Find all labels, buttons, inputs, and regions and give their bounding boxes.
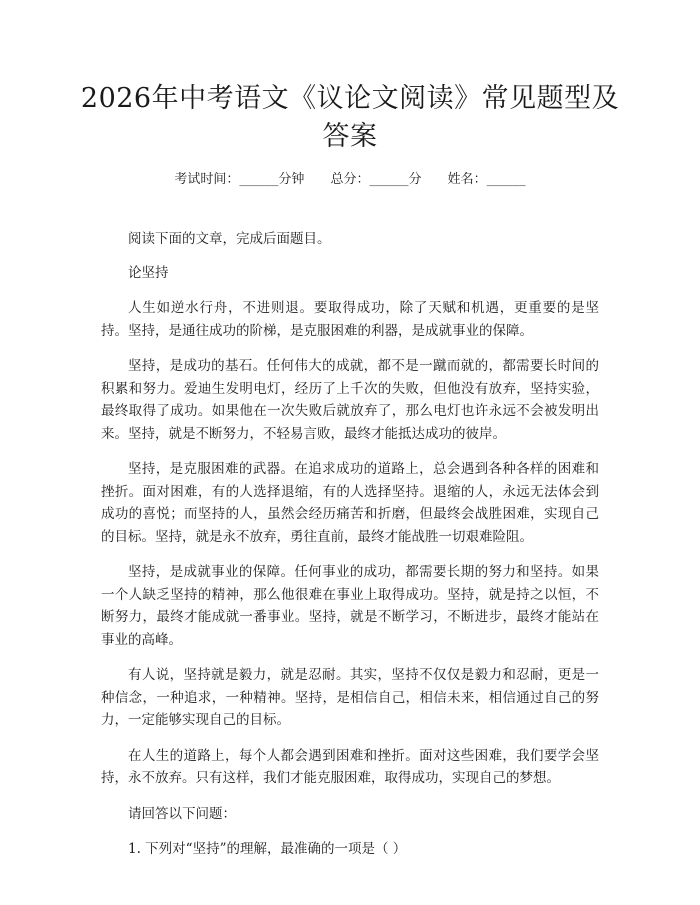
total-score-label: 总分：______分: [330, 172, 422, 187]
article-paragraph-3: 坚持，是克服困难的武器。在追求成功的道路上，总会遇到各种各样的困难和挫折。面对困难，有的人选择退缩，有的人选择坚持。退缩的人，永远无法体会到成功的喜悦；而坚持的人，虽然会经历痛苦和折磨，但最终会战胜困难，实现自己的目标。坚持，就是永不放弃，勇往直前，最终才能战胜一切艰难险阻。: [101, 461, 599, 545]
student-name-label: 姓名：______: [447, 172, 526, 187]
reading-instruction: 阅读下面的文章，完成后面题目。: [128, 231, 331, 247]
article-paragraph-6: 在人生的道路上，每个人都会遇到困难和挫折。面对这些困难，我们要学会坚持，永不放弃。只有这样，我们才能克服困难，取得成功，实现自己的梦想。: [101, 747, 599, 786]
article-paragraph-1: 人生如逆水行舟，不进则退。要取得成功，除了天赋和机遇，更重要的是坚持。坚持，是通往成功的阶梯，是克服困难的利器，是成就事业的保障。: [101, 300, 599, 339]
article-paragraph-4: 坚持，是成就事业的保障。任何事业的成功，都需要长期的努力和坚持。如果一个人缺乏坚持的精神，那么他很难在事业上取得成功。坚持，就是持之以恒，不断努力，最终才能成就一番事业。坚持，就是不断学习，不断进步，最终才能站在事业的高峰。: [101, 564, 599, 648]
article-title: 论坚持: [128, 264, 169, 281]
questions-instruction: 请回答以下问题：: [128, 805, 236, 822]
question-1: 1. 下列对“坚持”的理解，最准确的一项是（ ）: [128, 841, 407, 857]
article-paragraph-2: 坚持，是成功的基石。任何伟大的成就，都不是一蹴而就的，都需要长时间的积累和努力。爱迪生发明电灯，经历了上千次的失败，但他没有放弃，坚持实验，最终取得了成功。如果他在一次失败后就放弃了，那么电灯也许永远不会被发明出来。坚持，就是不断努力，不轻易言败，最终才能抵达成功的彼岸。: [101, 358, 599, 442]
exam-meta: [0, 171, 700, 189]
article-paragraph-5: 有人说，坚持就是毅力，就是忍耐。其实，坚持不仅仅是毅力和忍耐，更是一种信念，一种追求，一种精神。坚持，是相信自己，相信未来，相信通过自己的努力，一定能够实现自己的目标。: [101, 667, 599, 728]
exam-time-label: 考试时间：______分钟: [174, 172, 305, 187]
document-title: 2026年中考语文《议论文阅读》常见题型及答案: [80, 83, 620, 152]
document-body: [101, 228, 599, 861]
